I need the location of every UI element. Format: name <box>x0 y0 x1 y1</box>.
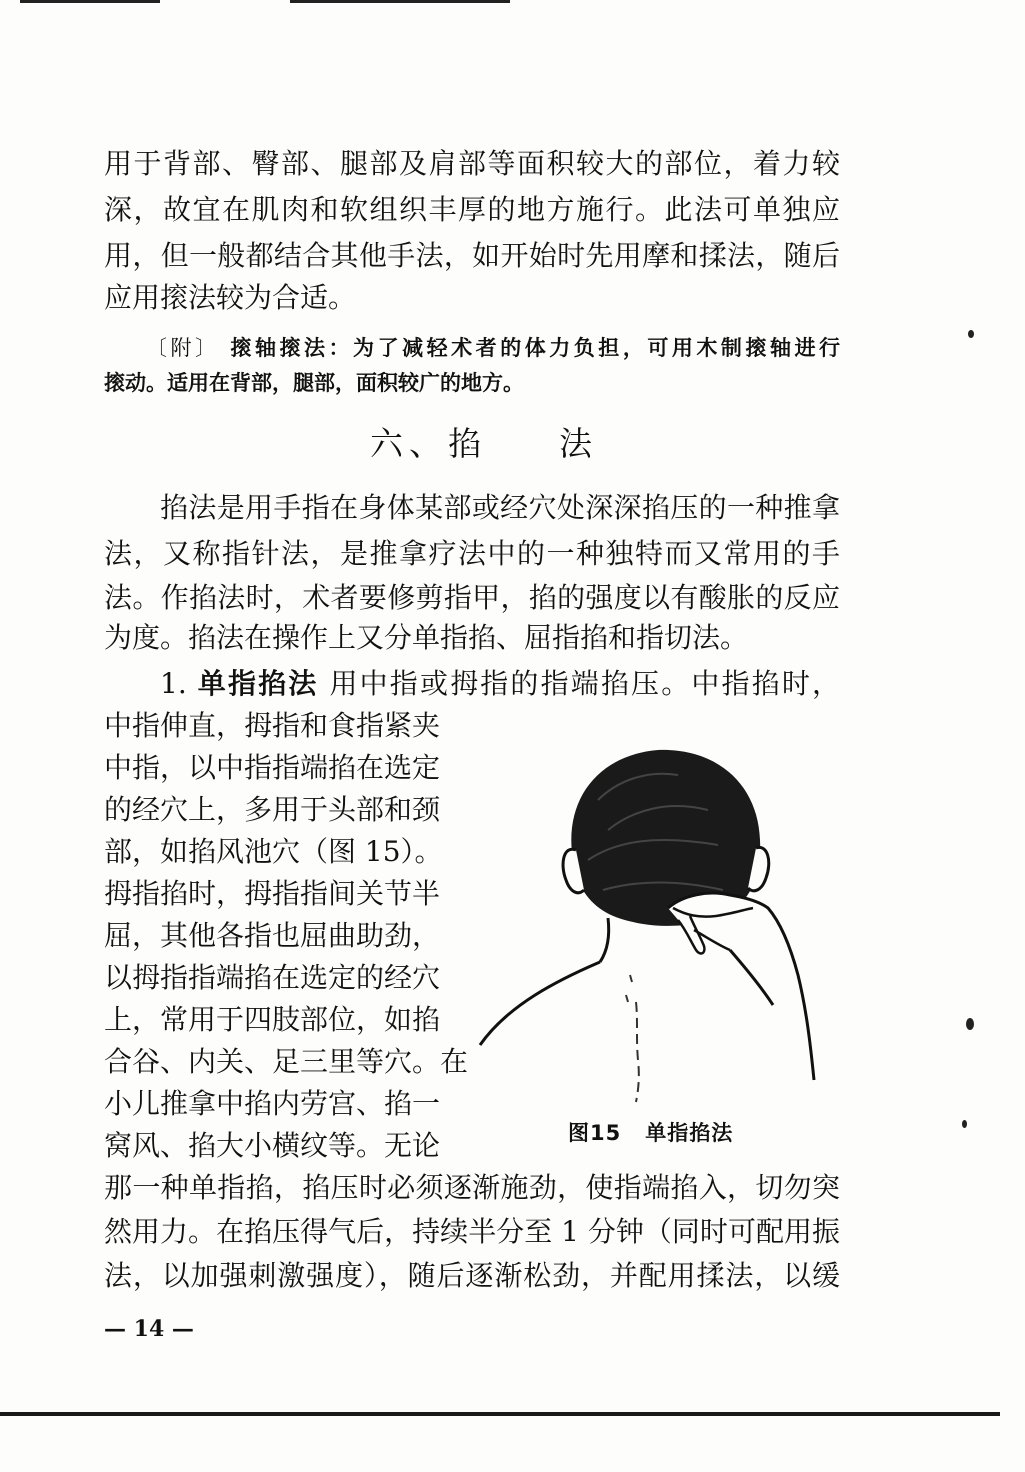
wrapped-line: 部，如掐风池穴（图 15）。 <box>104 835 443 868</box>
body-line: 然用力。在掐压得气后，持续半分至 1 分钟（同时可配用振 <box>104 1215 840 1248</box>
item-line <box>160 664 840 704</box>
scan-speck <box>962 1120 967 1128</box>
body-line: 那一种单指掐，掐压时必须逐渐施劲，使指端掐入，切勿突 <box>104 1171 840 1204</box>
wrapped-line: 小儿推拿中掐内劳宫、掐一 <box>104 1087 441 1120</box>
wrapped-line: 中指，以中指指端掐在选定 <box>104 751 441 784</box>
top-edge-rule <box>290 0 510 3</box>
item-text: 用中指或拇指的指端掐压。中指掐时， <box>329 667 840 700</box>
body-line: 法。作掐法时，术者要修剪指甲，掐的强度以有酸胀的反应 <box>104 581 840 614</box>
figure-label: 图15 <box>568 1121 622 1145</box>
body-line: 掐法是用手指在身体某部或经穴处深深掐压的一种推拿 <box>160 491 840 524</box>
figure-caption <box>568 1118 733 1148</box>
body-line: 为度。掐法在操作上又分单指掐、屈指掐和指切法。 <box>104 621 749 654</box>
body-line: 法，以加强刺激强度），随后逐渐松劲，并配用揉法，以缓 <box>104 1259 840 1292</box>
wrapped-line: 屈，其他各指也屈曲助劲， <box>104 919 441 952</box>
wrapped-line: 合谷、内关、足三里等穴。在 <box>104 1045 469 1078</box>
section-heading <box>370 422 598 466</box>
wrapped-line: 的经穴上，多用于头部和颈 <box>104 793 441 826</box>
wrapped-line: 中指伸直，拇指和食指紧夹 <box>104 709 441 742</box>
scan-speck <box>968 330 974 338</box>
body-line: 用于背部、臀部、腿部及肩部等面积较大的部位，着力较 <box>104 147 840 180</box>
appendix-label: 〔附〕 <box>146 336 220 360</box>
wrapped-line: 拇指掐时，拇指指间关节半 <box>104 877 441 910</box>
wrapped-line: 上，常用于四肢部位，如掐 <box>104 1003 441 1036</box>
scan-speck <box>966 1018 974 1030</box>
wrapped-line: 以拇指指端掐在选定的经穴 <box>104 961 441 994</box>
body-line: 深，故宜在肌肉和软组织丰厚的地方施行。此法可单独应 <box>104 193 840 226</box>
section-heading-part: 法 <box>559 424 598 463</box>
wrapped-line: 窝风、掐大小横纹等。无论 <box>104 1129 441 1162</box>
body-line: 法，又称指针法，是推拿疗法中的一种独特而又常用的手 <box>104 537 840 570</box>
item-term: 单指掐法 <box>197 667 319 700</box>
figure-title: 单指掐法 <box>645 1121 734 1145</box>
body-line: 用，但一般都结合其他手法，如开始时先用摩和揉法，随后 <box>104 239 840 272</box>
appendix-note-line: 㨰动。适用在背部，腿部，面积较广的地方。 <box>104 371 524 395</box>
single-finger-pinch-illustration <box>468 740 818 1110</box>
body-line: 应用㨰法较为合适。 <box>104 281 357 314</box>
top-edge-rule <box>20 0 160 3</box>
appendix-note-line <box>146 333 840 363</box>
page-number: — 14 — <box>104 1316 194 1342</box>
bottom-edge-rule <box>0 1412 1000 1416</box>
appendix-text: 㨰轴㨰法：为了减轻术者的体力负担，可用木制㨰轴进行 <box>230 336 841 360</box>
section-heading-part: 六、掐 <box>370 424 487 463</box>
item-number: 1. <box>160 667 187 700</box>
